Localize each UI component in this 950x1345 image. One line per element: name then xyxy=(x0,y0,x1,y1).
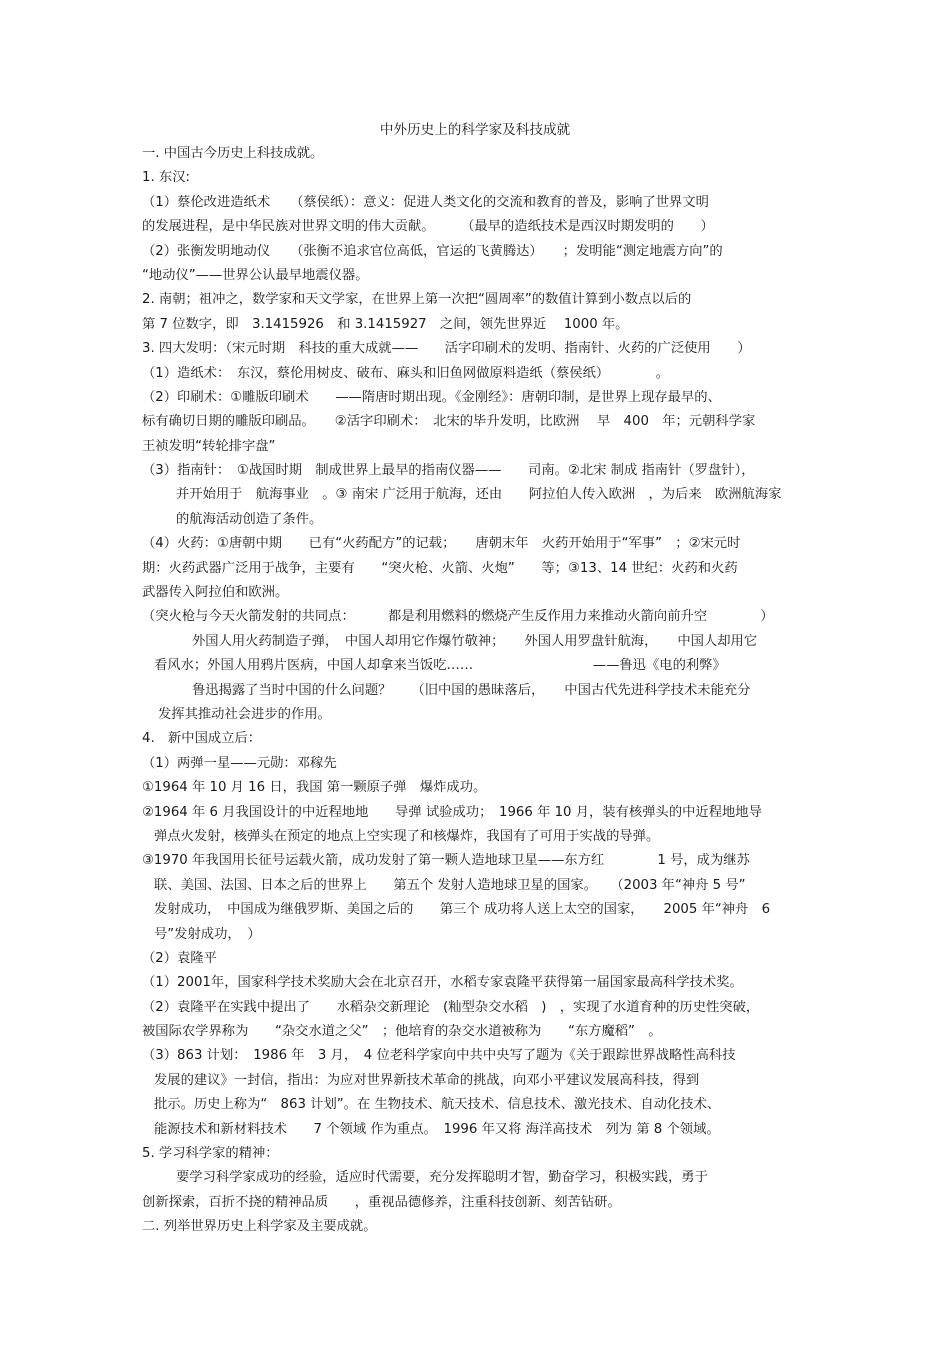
document-body xyxy=(142,142,814,1240)
text-line: （3）863 计划： 1986 年 3 月， 4 位老科学家向中共中央写了题为《关于跟踪世界战略性高科技 xyxy=(142,1048,736,1064)
text-line: （3）指南针： ①战国时期 制成世界上最早的指南仪器—— 司南。②北宋 制成 指南针（罗盘针）， xyxy=(142,463,755,479)
text-line: 创新探索，百折不挠的精神品质 ，重视品德修养，注重科技创新、刻苦钻研。 xyxy=(142,1194,621,1210)
text-line: （2）张衡发明地动仪 （张衡不追求官位高低，官运的飞黄腾达） ；发明能“测定地震方向”的 xyxy=(142,243,723,259)
text-line: 武器传入阿拉伯和欧洲。 xyxy=(142,585,289,601)
text-line: 第 7 位数字，即 3.1415926 和 3.1415927 之间，领先世界近 1000 年。 xyxy=(142,316,629,332)
text-line: ①1964 年 10 月 16 日，我国 第一颗原子弹 爆炸成功。 xyxy=(142,780,487,796)
text-line: 号”发射成功， ） xyxy=(154,926,261,942)
text-line: 能源技术和新材料技术 7 个领域 作为重点。 1996 年又将 海洋高技术 列为 第 8 个领域。 xyxy=(154,1121,720,1137)
text-line: 被国际农学界称为 “杂交水道之父” ；他培育的杂交水道被称为 “东方魔稻” 。 xyxy=(142,1024,662,1040)
text-line: （2）印刷术：①雕版印刷术 ——隋唐时期出现。《金刚经》：唐朝印制，是世界上现存最早的、 xyxy=(142,389,721,405)
text-line: 王祯发明“转轮排字盘” xyxy=(142,438,276,454)
subsection-heading: 5. 学习科学家的精神： xyxy=(142,1146,279,1162)
text-line: （突火枪与今天火箭发射的共同点： 都是利用燃料的燃烧产生反作用力来推动火箭向前升空 ） xyxy=(142,609,774,625)
text-line: （2）袁隆平在实践中提出了 水稻杂交新理论 (籼型杂交水稻 ) ，实现了水道育种的历史性突破， xyxy=(142,999,760,1015)
text-line: 批示。历史上称为“ 863 计划”。在 生物技术、航天技术、信息技术、激光技术、自动化技术、 xyxy=(154,1097,721,1113)
text-line: （1）造纸术： 东汉，蔡伦用树皮、破布、麻头和旧鱼网做原料造纸（蔡侯纸） 。 xyxy=(142,365,670,381)
text-line: 期：火药武器广泛用于战争，主要有 “突火枪、火箭、火炮” 等；③13、14 世纪：火药和火药 xyxy=(142,560,738,576)
text-line: ②1964 年 6 月我国设计的中近程地地 导弹 试验成功； 1966 年 10 月，装有核弹头的中近程地地导 xyxy=(142,804,762,820)
quote-line: 看风水；外国人用鸦片医病，中国人却拿来当饭吃…… ——鲁迅《电的利弊》 xyxy=(154,658,726,674)
text-line: （1）两弹一星——元勋：邓稼先 xyxy=(142,755,337,771)
document-title: 中外历史上的科学家及科技成就 xyxy=(379,122,571,138)
text-line: （4）火药：①唐朝中期 已有“火药配方”的记载； 唐朝末年 火药开始用于“军事” ；②宋元时 xyxy=(142,536,741,552)
subsection-heading: 4. 新中国成立后： xyxy=(142,731,262,747)
text-line: （2）袁隆平 xyxy=(142,950,217,966)
text-line: 发展的建议》一封信，指出：为应对世界新技术革命的挑战，向邓小平建议发展高科技，得到 xyxy=(154,1072,700,1088)
text-line: 弹点火发射，核弹头在预定的地点上空实现了和核爆炸，我国有了可用于实战的导弹。 xyxy=(154,828,660,844)
text-line: 的航海活动创造了条件。 xyxy=(176,511,323,527)
quote-line: 外国人用火药制造子弹， 中国人却用它作爆竹敬神； 外国人用罗盘针航海， 中国人却用它 xyxy=(192,633,758,649)
text-line: 要学习科学家成功的经验，适应时代需要，充分发挥聪明才智，勤奋学习，积极实践，勇于 xyxy=(176,1170,708,1186)
text-line: 发射成功， 中国成为继俄罗斯、美国之后的 第三个 成功将人送上太空的国家， 2005 年“神舟 6 xyxy=(154,902,771,918)
subsection-heading: 3. 四大发明：（宋元时期 科技的重大成就—— 活字印刷术的发明、指南针、火药的广泛使用 ） xyxy=(142,341,751,357)
section-heading: 二. 列举世界历史上科学家及主要成就。 xyxy=(142,1219,377,1235)
text-line: 的发展进程，是中华民族对世界文明的伟大贡献。 （最早的造纸技术是西汉时期发明的 ） xyxy=(142,219,714,235)
text-line: 鲁迅揭露了当时中国的什么问题？ （旧中国的愚昧落后， 中国古代先进科学技术未能充分 xyxy=(192,682,751,698)
section-heading: 一. 中国古今历史上科技成就。 xyxy=(142,146,324,161)
subsection-heading: 2. 南朝；祖冲之，数学家和天文学家，在世界上第一次把“圆周率”的数值计算到小数点以后的 xyxy=(142,292,692,308)
text-line: （1）蔡伦改进造纸术 （蔡侯纸）：意义：促进人类文化的交流和教育的普及，影响了世界文明 xyxy=(142,194,709,210)
text-line: 发挥其推动社会进步的作用。 xyxy=(158,706,331,722)
text-line: （1）2001年，国家科学技术奖励大会在北京召开，水稻专家袁隆平获得第一届国家最高科学技术奖。 xyxy=(142,975,743,991)
text-line: “地动仪”——世界公认最早地震仪器。 xyxy=(142,267,369,283)
text-line: 标有确切日期的雕版印刷品。 ②活字印刷术： 北宋的毕升发明，比欧洲 早 400 年；元朝科学家 xyxy=(142,414,756,430)
text-line: ③1970 年我国用长征号运载火箭，成功发射了第一颗人造地球卫星——东方红 1 号，成为继苏 xyxy=(142,853,750,869)
text-line: 联、美国、法国、日本之后的世界上 第五个 发射人造地球卫星的国家。 （2003 年“神舟 5 号” xyxy=(154,877,746,893)
text-line: 并开始用于 航海事业 。③ 南宋 广泛用于航海，还由 阿拉伯人传入欧洲 ，为后来 欧洲航海家 xyxy=(176,487,782,503)
subsection-heading: 1. 东汉: xyxy=(142,170,190,186)
